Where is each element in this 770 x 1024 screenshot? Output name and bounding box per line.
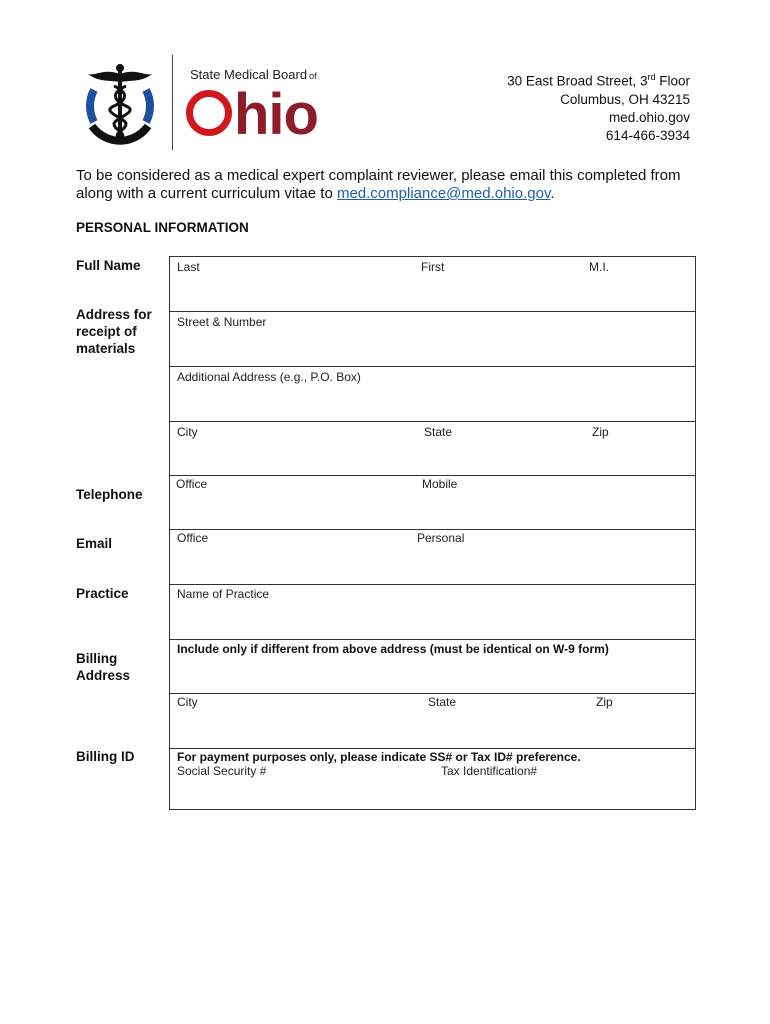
label-practice: Practice [76,586,129,601]
board-address [507,68,690,145]
city-state-zip-field[interactable] [170,422,695,476]
field-label-zip: Zip [592,425,609,439]
field-label-last: Last [177,260,200,274]
field-label-billing-state: State [428,695,457,709]
billing-address-note: Include only if different from above address (must be identical on W-9 form) [177,642,609,656]
field-label-email-office: Office [177,531,209,545]
street-address-field[interactable] [170,312,695,367]
field-label-tax-id: Tax Identification# [441,764,538,778]
label-address: Address for receipt of materials [76,307,152,356]
field-label-additional-address: Additional Address (e.g., P.O. Box) [177,370,361,384]
field-label-tel-office: Office [176,477,208,491]
field-label-mi: M.I. [589,260,609,274]
caduceus-emblem-icon [80,60,160,148]
field-label-practice-name: Name of Practice [177,587,270,601]
address-line2: Columbus, OH 43215 [560,91,690,107]
additional-address-field[interactable] [170,367,695,422]
field-label-tel-mobile: Mobile [422,477,458,491]
label-full-name: Full Name [76,258,141,273]
field-label-ssn: Social Security # [177,764,267,778]
full-name-field[interactable] [170,257,695,312]
ohio-o-ring-icon [186,90,232,136]
personal-info-form [169,256,696,810]
field-label-billing-zip: Zip [596,695,613,709]
billing-city-state-zip-field[interactable] [170,694,695,749]
logo-ohio-wordmark: hio [186,85,318,145]
label-billing-id: Billing ID [76,749,135,764]
phone: 614-466-3934 [605,127,690,143]
billing-address-field[interactable] [170,640,695,694]
intro-paragraph: To be considered as a medical expert complaint reviewer, please email this completed from along with a current curriculum vitae to med.compliance@med.ohio.gov. [76,167,681,202]
logo-text-line1: State Medical Board of [190,67,317,82]
logo-divider [172,55,173,150]
email-field[interactable] [170,530,695,585]
telephone-field[interactable] [170,476,695,530]
field-label-email-personal: Personal [417,531,465,545]
address-line1: 30 East Broad Street, 3rd Floor [507,72,690,89]
billing-id-field[interactable] [170,749,695,809]
field-label-city: City [177,425,198,439]
label-billing-address: Billing Address [76,651,131,683]
field-label-first: First [421,260,445,274]
label-telephone: Telephone [76,487,143,502]
label-email: Email [76,536,113,551]
compliance-email-link[interactable]: med.compliance@med.ohio.gov [336,185,551,202]
section-title: PERSONAL INFORMATION [76,220,249,235]
field-label-state: State [424,425,453,439]
website: med.ohio.gov [608,109,690,125]
field-label-billing-city: City [177,695,198,709]
practice-field[interactable] [170,585,695,640]
field-label-street: Street & Number [177,315,267,329]
billing-id-note: For payment purposes only, please indicate SS# or Tax ID# preference. [177,750,581,764]
state-medical-board-logo [80,55,350,150]
